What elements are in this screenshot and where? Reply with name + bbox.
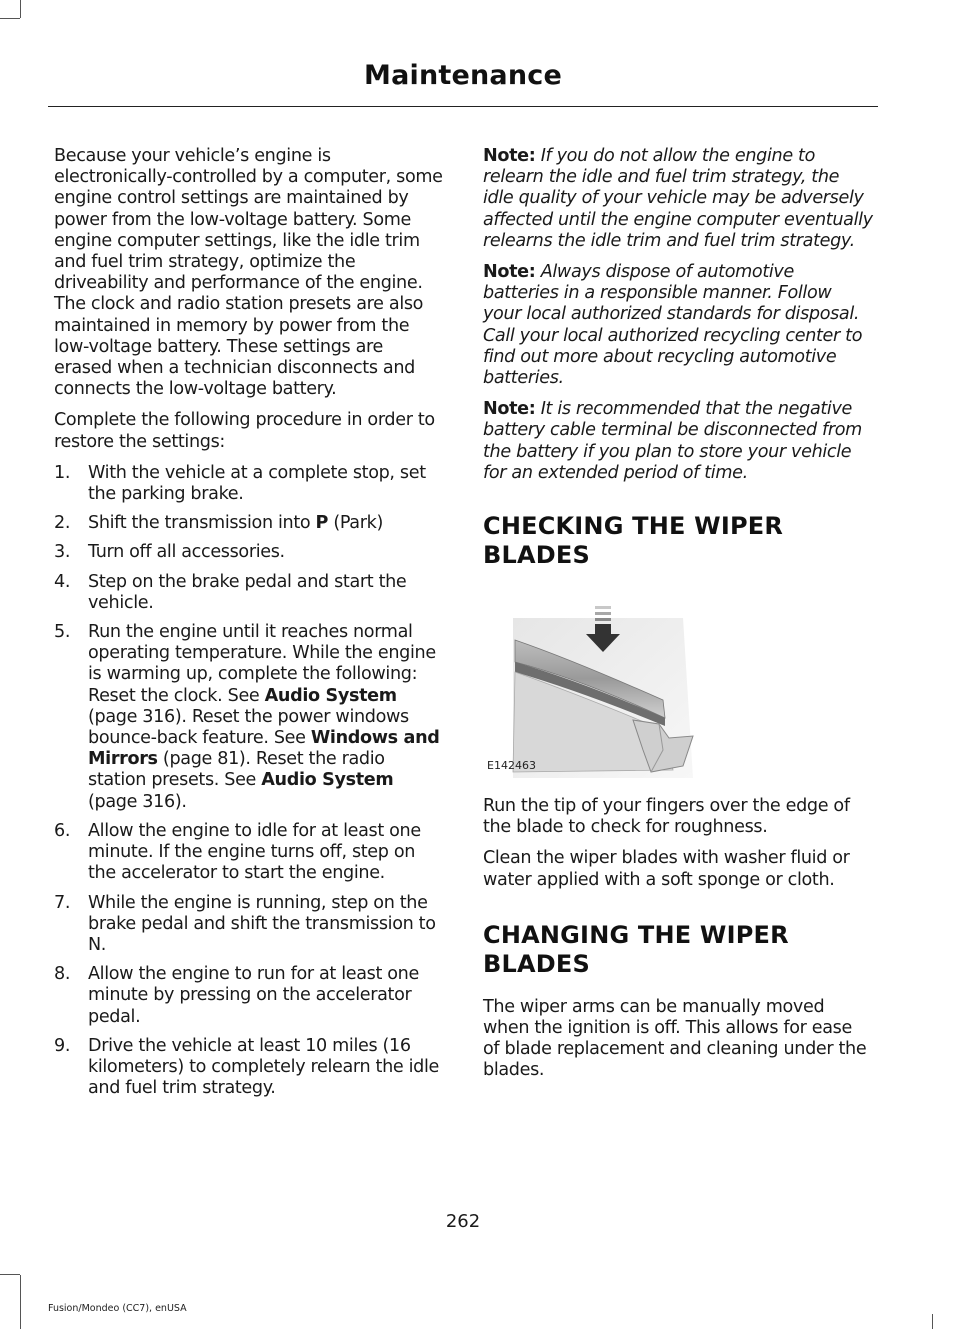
procedure-steps <box>54 463 444 1099</box>
note-label: Note: <box>483 399 536 420</box>
step-number: 3. <box>54 542 71 563</box>
step-bold: P <box>315 513 329 534</box>
step-number: 9. <box>54 1035 71 1056</box>
note-label: Note: <box>483 146 536 166</box>
step-number: 7. <box>54 892 71 913</box>
page-number: 262 <box>445 1211 481 1232</box>
step-text: Allow the engine to run for at least one minute by pressing on the accelerator pedal. <box>88 964 419 1027</box>
step-text: (page 316). Reset the power windows bounce-back feature. See <box>88 706 409 749</box>
step-text: With the vehicle at a complete stop, set the parking brake. <box>88 462 426 505</box>
section-heading-changing: CHANGING THE WIPER BLADES <box>483 920 789 978</box>
step-text: Shift the transmission into <box>88 513 316 534</box>
step-text: (page 316). <box>88 791 187 812</box>
note-paragraph <box>483 399 873 484</box>
crop-mark <box>0 1274 20 1275</box>
list-item <box>54 964 444 1028</box>
list-item <box>54 572 444 614</box>
body-paragraph: Clean the wiper blades with washer fluid or water applied with a soft sponge or cloth. <box>483 848 850 890</box>
crop-mark <box>20 0 21 18</box>
footer-text: Fusion/Mondeo (CC7), enUSA <box>48 1303 187 1314</box>
body-paragraph: Run the tip of your fingers over the edge of the blade to check for roughness. <box>483 796 850 838</box>
page-title: Maintenance <box>364 60 562 91</box>
step-text: Step on the brake pedal and start the vehicle. <box>88 571 407 613</box>
note-paragraph <box>483 262 873 389</box>
list-item <box>54 513 444 534</box>
wiper-blade-illustration <box>483 600 703 778</box>
list-item <box>54 1036 444 1100</box>
cross-reference-link[interactable]: Audio System <box>264 685 397 706</box>
note-label: Note: <box>483 262 536 283</box>
list-item <box>54 893 444 957</box>
step-text: (Park) <box>328 513 383 534</box>
crop-mark <box>20 1275 21 1329</box>
step-number: 5. <box>54 622 71 643</box>
step-text: Turn off all accessories. <box>88 542 285 563</box>
intro-paragraph: Because your vehicle’s engine is electronically-controlled by a computer, some engine control settings are maintained by power from the low-voltage battery. Some engine computer settings, like the idle trim and fuel trim strategy, optimize the driveability and performance of the engine. The clock and radio station presets are also maintained in memory by power from the low-voltage battery. These settings are erased when a technician disconnects and connects the low-voltage battery. <box>54 146 443 400</box>
left-column <box>54 146 444 1107</box>
procedure-intro: Complete the following procedure in order to restore the settings: <box>54 410 435 452</box>
step-number: 6. <box>54 820 71 841</box>
list-item <box>54 463 444 505</box>
step-number: 1. <box>54 462 71 483</box>
step-text: (page 81). Reset the radio station presets. See <box>88 749 385 791</box>
list-item <box>54 821 444 885</box>
step-text: Allow the engine to idle for at least one minute. If the engine turns off, step on the accelerator to start the engine. <box>88 820 421 884</box>
list-item <box>54 542 444 563</box>
figure-id: E142463 <box>487 758 536 772</box>
wiper-blade-figure <box>483 600 703 778</box>
right-column <box>483 146 873 1092</box>
note-text: It is recommended that the negative battery cable terminal be disconnected from the battery if you plan to store your vehicle for an extended period of time. <box>483 399 862 483</box>
step-number: 4. <box>54 571 71 592</box>
cross-reference-link[interactable]: Windows and Mirrors <box>88 728 440 770</box>
header-rule <box>48 106 878 107</box>
body-paragraph: The wiper arms can be manually moved when the ignition is off. This allows for ease of blade replacement and cleaning under the blades. <box>483 996 867 1081</box>
note-paragraph <box>483 146 873 252</box>
cross-reference-link[interactable]: Audio System <box>261 770 394 791</box>
list-item <box>54 622 444 813</box>
note-text: If you do not allow the engine to relearn the idle and fuel trim strategy, the idle quality of your vehicle may be adversely affected until the engine computer eventually relearns the idle trim and fuel trim strategy. <box>483 146 873 251</box>
step-text: Run the engine until it reaches normal operating temperature. While the engine is warming up, complete the following: Reset the clock. See <box>88 622 436 706</box>
step-text: Drive the vehicle at least 10 miles (16 kilometers) to completely relearn the idle and fuel trim strategy. <box>88 1035 439 1099</box>
note-text: Always dispose of automotive batteries in a responsible manner. Follow your local authorized standards for disposal. Call your local authorized recycling center to find out more about recycling automotive batteries. <box>483 262 863 389</box>
crop-mark <box>932 1314 933 1329</box>
step-number: 2. <box>54 513 71 534</box>
crop-mark <box>0 18 20 19</box>
step-text: While the engine is running, step on the brake pedal and shift the transmission to N. <box>88 892 436 955</box>
section-heading-checking: CHECKING THE WIPER BLADES <box>483 512 784 570</box>
step-number: 8. <box>54 964 71 985</box>
